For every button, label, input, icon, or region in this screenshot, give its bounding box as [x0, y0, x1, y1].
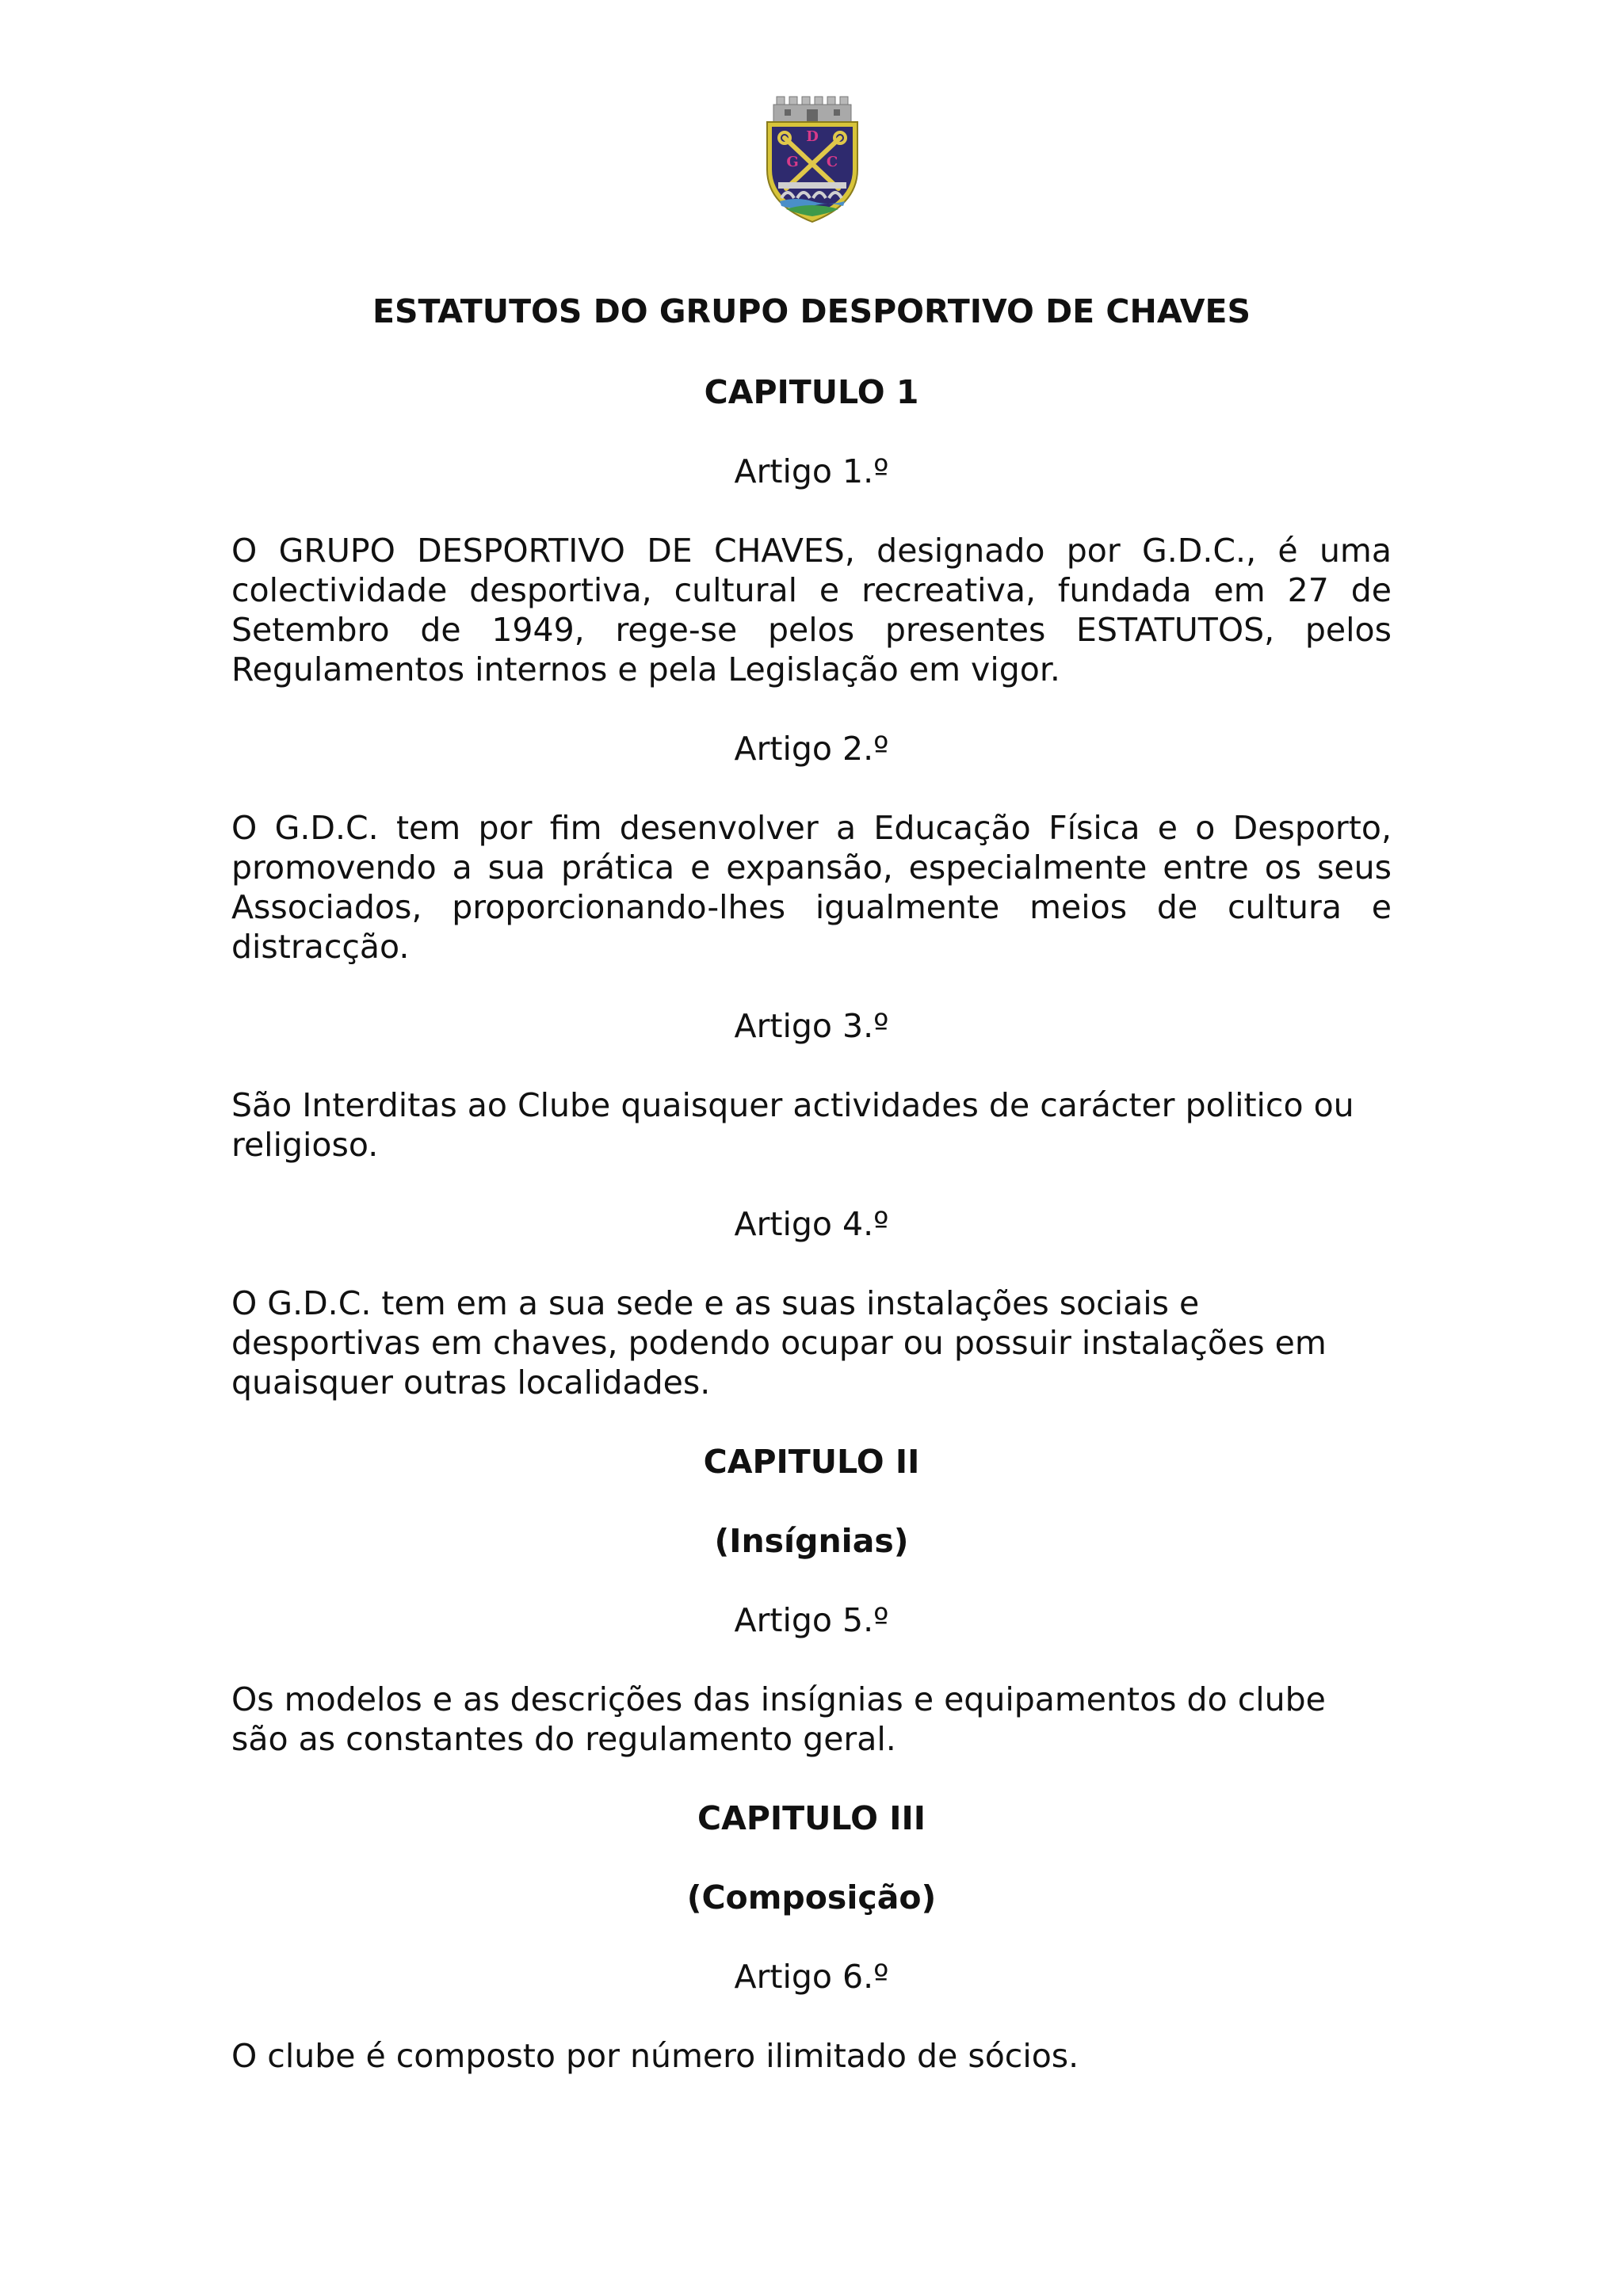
- crest-letter-g: G: [786, 154, 799, 170]
- article-4-heading: Artigo 4.º: [734, 1205, 889, 1243]
- article-2-heading: Artigo 2.º: [734, 730, 889, 768]
- chapter-1-heading: CAPITULO 1: [704, 373, 919, 411]
- article-3-heading: Artigo 3.º: [734, 1007, 889, 1045]
- crest-letter-c: C: [826, 154, 838, 170]
- document-body: [231, 292, 1392, 2115]
- article-1-text: O GRUPO DESPORTIVO DE CHAVES, designado por G.D.C., é uma colectividade desportiva, cultural e recreativa, fundada em 27 de Setembro de 1949, rege-se pelos presentes ESTATUTOS, pelos Regulamentos internos e pela Legislação em vigor.: [231, 532, 1392, 688]
- club-crest-logo: [761, 93, 864, 224]
- article-6-heading: Artigo 6.º: [734, 1958, 889, 1996]
- crest-svg: [761, 93, 864, 224]
- article-3-text: São Interditas ao Clube quaisquer actividades de carácter politico ou religioso.: [231, 1086, 1354, 1164]
- article-1-heading: Artigo 1.º: [734, 452, 889, 490]
- article-6-text: O clube é composto por número ilimitado de sócios.: [231, 2037, 1079, 2075]
- document-title: ESTATUTOS DO GRUPO DESPORTIVO DE CHAVES: [372, 292, 1251, 330]
- crest-letter-d: D: [806, 128, 819, 145]
- chapter-2-subtitle: (Insígnias): [714, 1522, 909, 1560]
- chapter-2-heading: CAPITULO II: [703, 1443, 920, 1481]
- chapter-3-subtitle: (Composição): [686, 1878, 937, 1917]
- article-5-text: Os modelos e as descrições das insígnias e equipamentos do clube são as constantes do regulamento geral.: [231, 1680, 1326, 1758]
- article-4-text: O G.D.C. tem em a sua sede e as suas instalações sociais e desportivas em chaves, podendo ocupar ou possuir instalações em quaisquer outras localidades.: [231, 1284, 1327, 1402]
- castle-tower-icon: [773, 97, 851, 122]
- chapter-3-heading: CAPITULO III: [697, 1799, 926, 1837]
- article-5-heading: Artigo 5.º: [734, 1601, 889, 1639]
- article-2-text: O G.D.C. tem por fim desenvolver a Educação Física e o Desporto, promovendo a sua prática e expansão, especialmente entre os seus Associados, proporcionando-lhes igualmente meios de cultura e distracção.: [231, 809, 1392, 966]
